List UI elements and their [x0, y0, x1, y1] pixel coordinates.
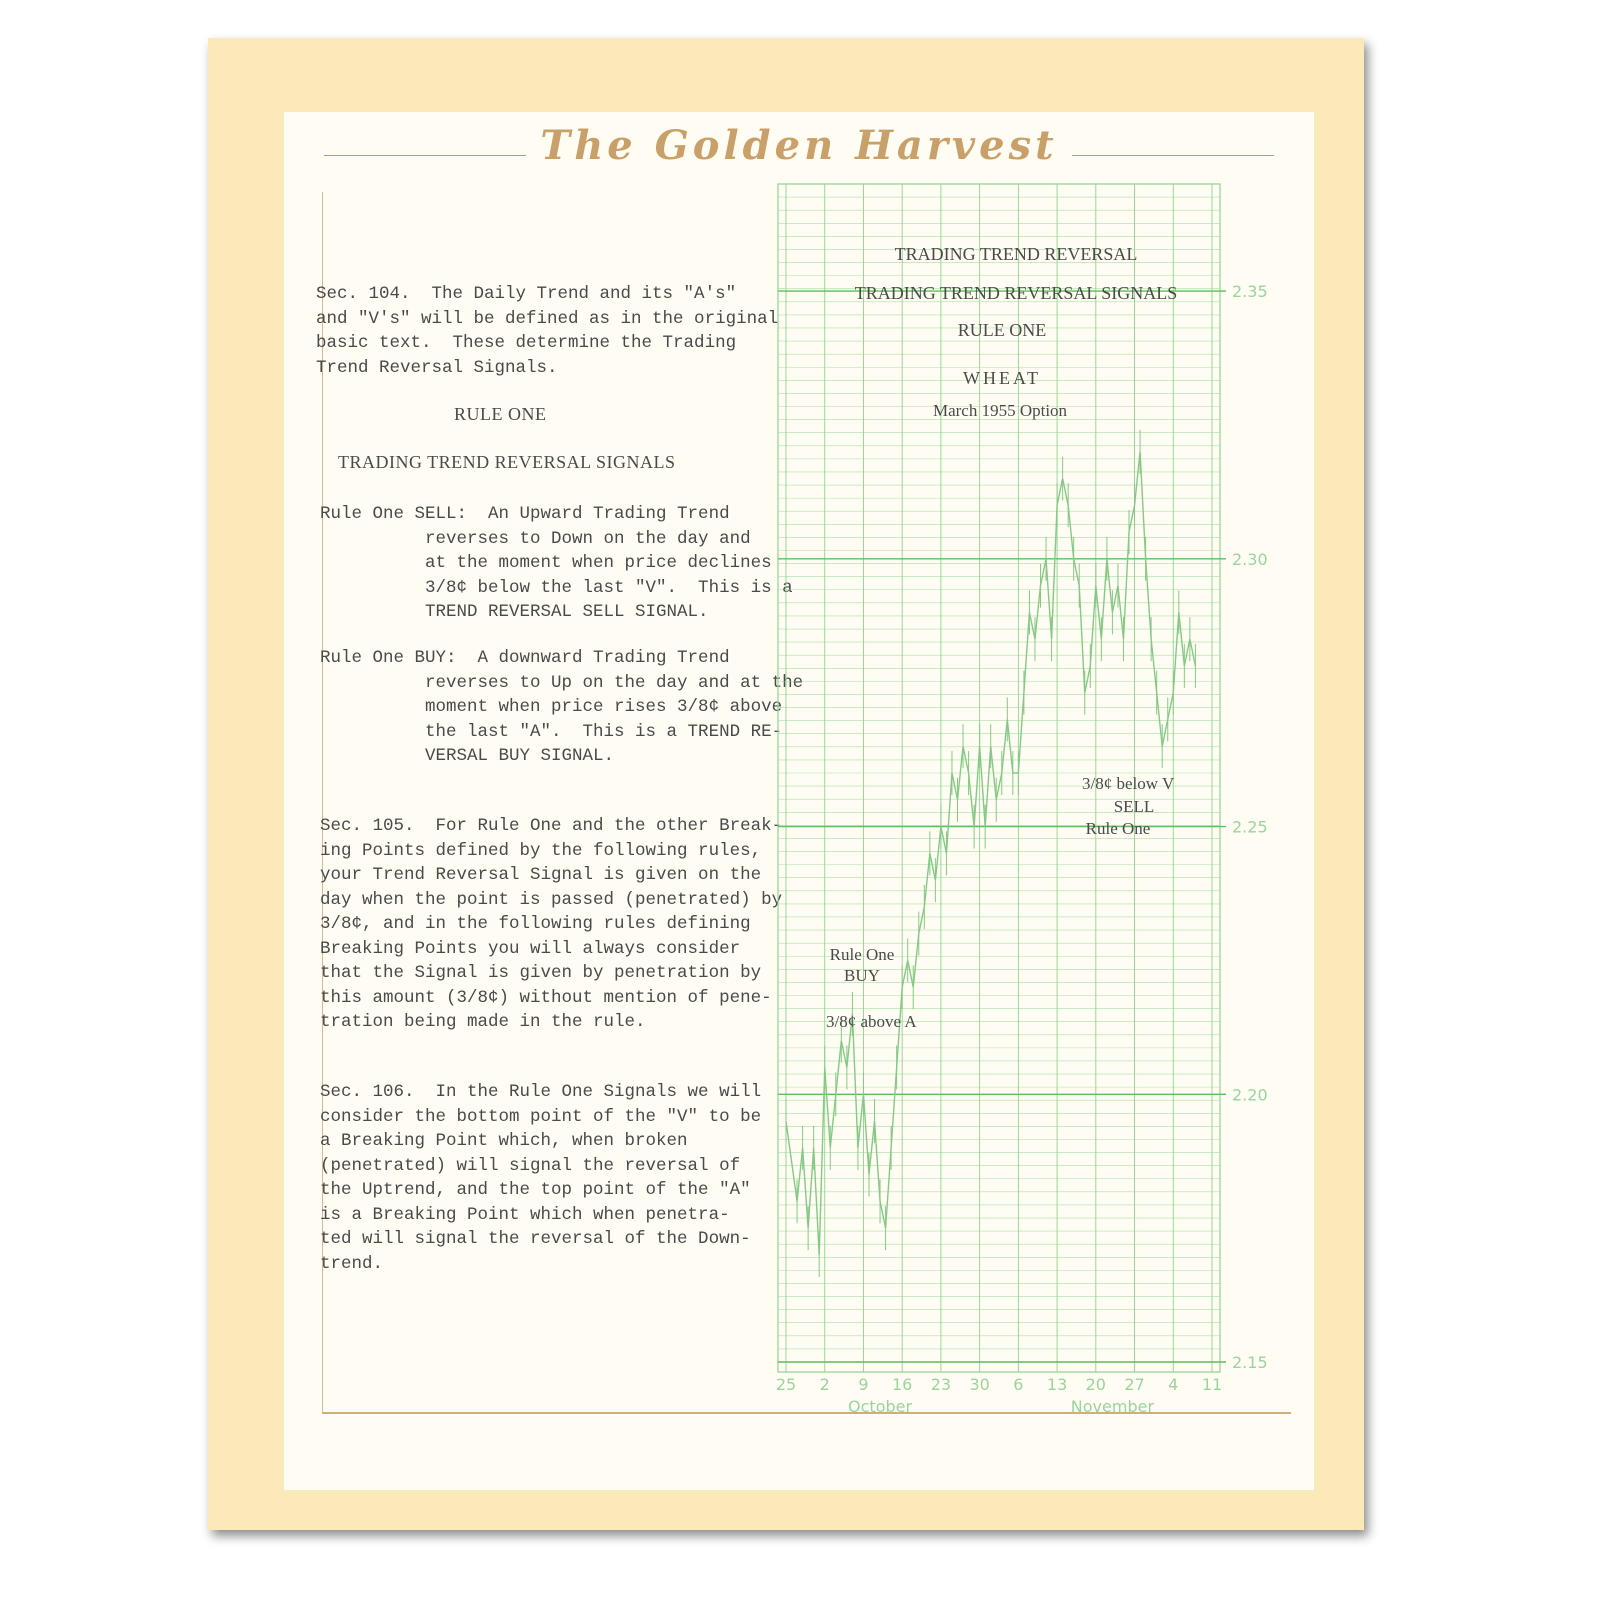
x-tick-label: 16: [892, 1375, 913, 1394]
month-label: October: [848, 1397, 913, 1416]
buy-label-3: 3/8¢ above A: [826, 1012, 917, 1031]
x-tick-label: 30: [969, 1375, 990, 1394]
publication-title: The Golden Harvest: [324, 122, 1274, 169]
y-tick-label: 2.35: [1232, 282, 1268, 302]
x-tick-label: 11: [1201, 1375, 1223, 1394]
rule-one-heading: RULE ONE: [454, 404, 547, 424]
chart-label-line3: RULE ONE: [957, 320, 1047, 340]
price-line: [786, 452, 1195, 1255]
sell-label-2: SELL: [1113, 797, 1155, 816]
x-tick-label: 25: [775, 1375, 797, 1394]
price-series: [786, 430, 1195, 1277]
x-tick-label: 27: [1124, 1375, 1145, 1394]
rule-buy-text: Rule One BUY: A downward Trading Trend reverses to Up on the day and at the moment when price rises 3/8¢ above the last "A". This is a TREND RE- VERSAL BUY SIGNAL.: [320, 648, 804, 766]
chart-label-line2: TRADING TREND REVERSAL SIGNALS: [854, 283, 1178, 303]
x-tick-label: 2: [819, 1375, 830, 1394]
chart-label-line5: March 1955 Option: [932, 401, 1068, 420]
rule-sell-text: Rule One SELL: An Upward Trading Trend reverses to Down on the day and at the moment when price declines 3/8¢ below the last "V". This is a TREND REVERSAL SELL SIGNAL.: [320, 504, 793, 622]
signals-heading: TRADING TREND REVERSAL SIGNALS: [338, 452, 676, 472]
chart-label-line4: WHEAT: [963, 368, 1041, 388]
x-tick-label: 23: [930, 1375, 952, 1394]
section-105: Sec. 105. For Rule One and the other Break- ing Points defined by the following rules, your Trend Reversal Signal is given on the day when the point is passed (penetrated) by 3/8¢, and in the following rules defining Breaking Points you will always consider that the Signal is given by penetration by this amount (3/8¢) without mention of pene- tration being made in the rule.: [320, 816, 783, 1032]
y-tick-label: 2.15: [1232, 1353, 1268, 1372]
buy-label-2: BUY: [844, 966, 880, 985]
sell-label-3: Rule One: [1085, 819, 1151, 838]
buy-label-1: Rule One: [829, 945, 895, 964]
x-tick-label: 9: [858, 1375, 869, 1394]
y-tick-label: 2.20: [1232, 1085, 1268, 1105]
x-tick-label: 20: [1085, 1375, 1106, 1394]
section-106: Sec. 106. In the Rule One Signals we will consider the bottom point of the "V" to be a Breaking Point which, when broken (penetrated) will signal the reversal of the Uptrend, and the top point of the "A" is a Breaking Point which when penetra- ted will signal the reversal of the Down- trend.: [320, 1082, 762, 1274]
x-tick-label: 4: [1168, 1375, 1179, 1394]
x-tick-label: 13: [1046, 1375, 1068, 1394]
y-tick-label: 2.30: [1232, 549, 1268, 569]
x-tick-label: 6: [1013, 1375, 1024, 1394]
chart-axes: [776, 282, 1268, 1416]
chart-label-line1: TRADING TREND REVERSAL: [894, 244, 1138, 264]
buy-annotation: [826, 945, 917, 1031]
sell-label-1: 3/8¢ below V: [1082, 774, 1175, 793]
section-104: Sec. 104. The Daily Trend and its "A's" and "V's" will be defined as in the original basic text. These determine the Trading Trend Reversal Signals.: [316, 284, 779, 378]
month-label: November: [1070, 1397, 1155, 1416]
y-tick-label: 2.25: [1232, 817, 1268, 837]
